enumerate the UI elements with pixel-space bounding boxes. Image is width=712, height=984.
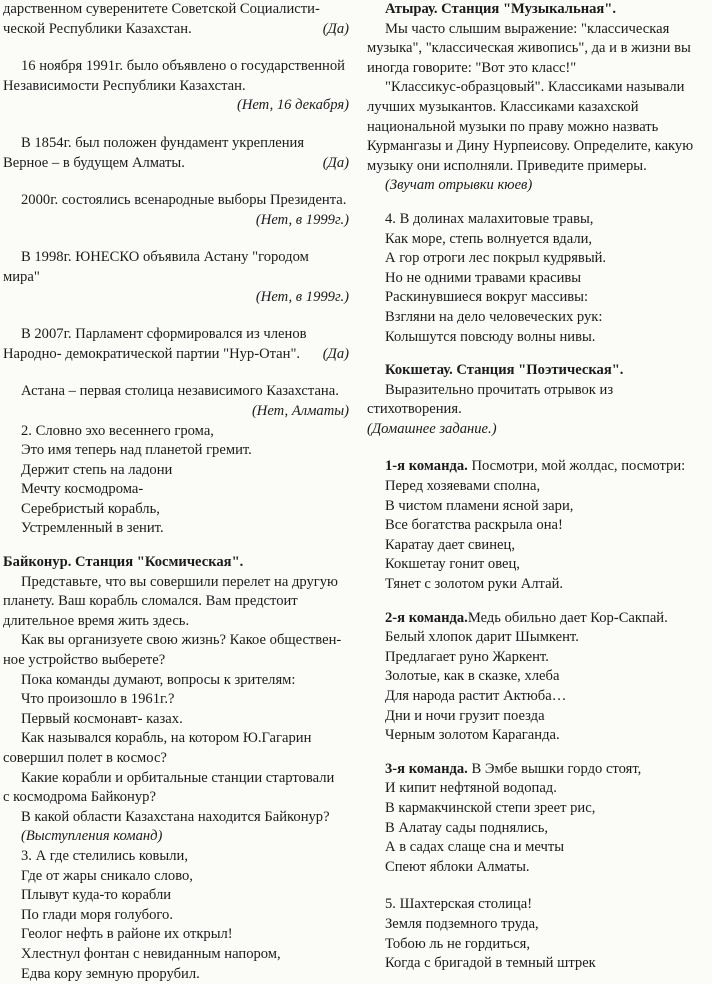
text-line: Представьте, что вы совершили перелет на другую (21, 573, 338, 590)
text-line: с космодрома Байконур? (3, 789, 156, 806)
verse-line: 5. Шахтерская столица! (385, 896, 533, 913)
team-2-verse (367, 609, 707, 746)
answer: (Нет, в 1999г.) (255, 211, 349, 228)
quiz-item-6 (3, 382, 349, 421)
quiz-item-2 (3, 134, 349, 173)
verse-line: Геолог нефть в районе их открыл! (21, 926, 233, 943)
text-line: национальной музыки по праву можно назвать (367, 118, 659, 135)
verse-line: Золотые, как в сказке, хлеба (385, 668, 560, 685)
text-line: совершил полет в космос? (3, 750, 167, 766)
verse-line: Перед хозяевами сполна, (385, 478, 541, 495)
verse-line: Все богатства раскрыла она! (385, 517, 563, 534)
verse-line: Спеют яблоки Алматы. (385, 858, 530, 875)
text-line: ческой Республики Казахстан. (3, 20, 192, 37)
stage-note: (Звучат отрывки кюев) (385, 177, 533, 194)
text-line: Выразительно прочитать отрывок из стихотворения. (367, 381, 614, 418)
verse-line: Хлестнул фонтан с невиданным напором, (21, 945, 281, 962)
question-text: Астана – первая столица независимого Казахстана. (21, 383, 339, 400)
quiz-item-1 (3, 57, 349, 116)
stage-note: (Домашнее задание.) (367, 420, 497, 437)
verse-line: Земля подземного труда, (385, 915, 539, 932)
text-line: планету. Ваш корабль сломался. Вам предстоит (3, 593, 298, 610)
text-line: Как вы организуете свою жизнь? Какое обществен- (21, 632, 342, 649)
intro-answer (3, 0, 349, 39)
team-label: 3-я команда. (385, 760, 468, 777)
section-heading: Байконур. Станция "Космическая". (3, 554, 244, 571)
answer: (Нет, 16 декабря) (236, 97, 349, 114)
verse-line: Колышутся повсюду волны нивы. (385, 328, 596, 345)
text-line: длительное время жить здесь. (3, 612, 190, 629)
poem-2 (3, 422, 349, 540)
verse-line: Раскинувшиеся вокруг массивы: (385, 289, 589, 306)
verse-line: Тянет с золотом руки Алтай. (385, 576, 564, 593)
verse-line: В Алатау сады поднялись, (385, 819, 549, 836)
verse-line: Посмотри, мой жолдас, посмотри: (471, 458, 686, 475)
answer: (Нет, Алматы) (251, 402, 349, 419)
verse-line: Держит степь на ладони (21, 461, 173, 478)
verse-line: 3. А где стелились ковыли, (21, 847, 188, 864)
text-line: "Классикус-образцовый". Классиками называли (385, 79, 685, 96)
verse-line: 4. В долинах малахитовые травы, (385, 210, 594, 227)
verse-line: Кокшетау гонит овец, (385, 556, 520, 573)
verse-line: Когда с бригадой в темный штрек (385, 955, 596, 972)
team-label: 1-я команда. (385, 458, 468, 475)
text-line: дарственном суверенитете Советской Социалисти- (3, 1, 320, 17)
poem-5 (367, 895, 707, 973)
section-heading: Кокшетау. Станция "Поэтическая". (385, 362, 624, 379)
verse-line: В кармакчинской степи зреет рис, (385, 799, 596, 816)
text-line: Первый космонавт- казах. (21, 710, 183, 727)
verse-line: Взгляни на дело человеческих рук: (385, 308, 603, 325)
quiz-item-5 (3, 325, 349, 364)
text-line: музыка", "классическая живопись", да и в жизни вы (367, 40, 691, 57)
verse-line: Плывут куда-то корабли (21, 887, 172, 904)
text-line: Какие корабли и орбитальные станции стартовали (21, 769, 335, 786)
verse-line: И кипит нефтяной водопад. (385, 780, 557, 797)
question-text: Народно- демократической партии "Нур-Отан". (3, 345, 301, 362)
right-column (367, 0, 707, 974)
verse-line: Где от жары сникало слово, (21, 867, 193, 884)
team-1-verse (367, 457, 707, 594)
text-line: Пока команды думают, вопросы к зрителям: (21, 671, 296, 688)
verse-line: А гор отроги лес покрыл кудрявый. (385, 250, 607, 267)
verse-line: Едва кору земную прорубил. (21, 965, 200, 982)
question-text: В 2007г. Парламент сформировался из членов (21, 326, 307, 343)
verse-line: Черным золотом Караганда. (385, 727, 560, 744)
text-line: лучших музыкантов. Классиками казахской (367, 98, 639, 115)
text-line: В какой области Казахстана находится Байконур? (21, 808, 330, 825)
verse-line: Тобою ль не гордиться, (385, 935, 531, 952)
verse-line: 2. Словно эхо весеннего грома, (21, 422, 214, 439)
verse-line: Медь обильно дает Кор-Сакпай. (467, 609, 668, 626)
section-baikonur (3, 553, 349, 847)
poem-3 (3, 847, 349, 984)
question-text: В 1998г. ЮНЕСКО объявила Астану "городом мира" (3, 249, 309, 285)
team-3-verse (367, 760, 707, 878)
verse-line: Устремленный в зенит. (21, 520, 164, 537)
question-text: 16 ноября 1991г. было объявлено о государственной (21, 58, 345, 75)
stage-note: (Выступления команд) (21, 828, 163, 845)
left-column (3, 0, 349, 984)
text-line: ное устройство выберете? (3, 652, 166, 669)
verse-line: Серебристый корабль, (21, 500, 160, 517)
text-line: иногда говорите: "Вот это класс!" (367, 59, 577, 76)
text-line: Мы часто слышим выражение: "классическая (385, 20, 670, 37)
verse-line: Как море, степь волнуется вдали, (385, 230, 593, 247)
question-text: В 1854г. был положен фундамент укрепления (21, 134, 305, 151)
section-atyrau (367, 0, 707, 196)
verse-line: В Эмбе вышки гордо стоят, (471, 760, 642, 777)
verse-line: Предлагает руно Жаркент. (385, 648, 549, 665)
answer: (Да) (322, 20, 349, 37)
verse-line: Каратау дает свинец, (385, 536, 515, 553)
verse-line: Белый хлопок дарит Шымкент. (385, 629, 579, 646)
verse-line: Это имя теперь над планетой гремит. (21, 442, 252, 459)
verse-line: А в садах слаще сна и мечты (385, 839, 565, 856)
answer: (Да) (322, 154, 349, 171)
answer: (Нет, в 1999г.) (255, 288, 349, 305)
text-line: Курмангазы и Дину Нурпеисову. Определите, какую (367, 138, 694, 155)
question-text: Независимости Республики Казахстан. (3, 77, 246, 94)
section-heading: Атырау. Станция "Музыкальная". (385, 1, 617, 17)
section-kokshetau (367, 361, 707, 439)
quiz-item-4 (3, 248, 349, 307)
verse-line: Для народа растит Актюба… (385, 688, 567, 704)
question-text: Верное – в будущем Алматы. (3, 154, 185, 171)
verse-line: В чистом пламени ясной зари, (385, 497, 574, 514)
text-line: Что произошло в 1961г.? (21, 691, 175, 708)
team-label: 2-я команда. (385, 609, 468, 626)
text-line: музыку они исполняли. Приведите примеры. (367, 157, 647, 174)
verse-line: Мечту космодрома- (21, 481, 144, 498)
answer: (Да) (322, 345, 349, 362)
quiz-item-3 (3, 191, 349, 230)
verse-line: Но не одними травами красивы (385, 269, 582, 286)
question-text: 2000г. состоялись всенародные выборы Президента. (21, 192, 347, 209)
text-line: Как назывался корабль, на котором Ю.Гагарин (21, 730, 312, 747)
verse-line: По глади моря голубого. (21, 906, 173, 923)
poem-4 (367, 210, 707, 347)
verse-line: Дни и ночи грузит поезда (385, 707, 545, 724)
